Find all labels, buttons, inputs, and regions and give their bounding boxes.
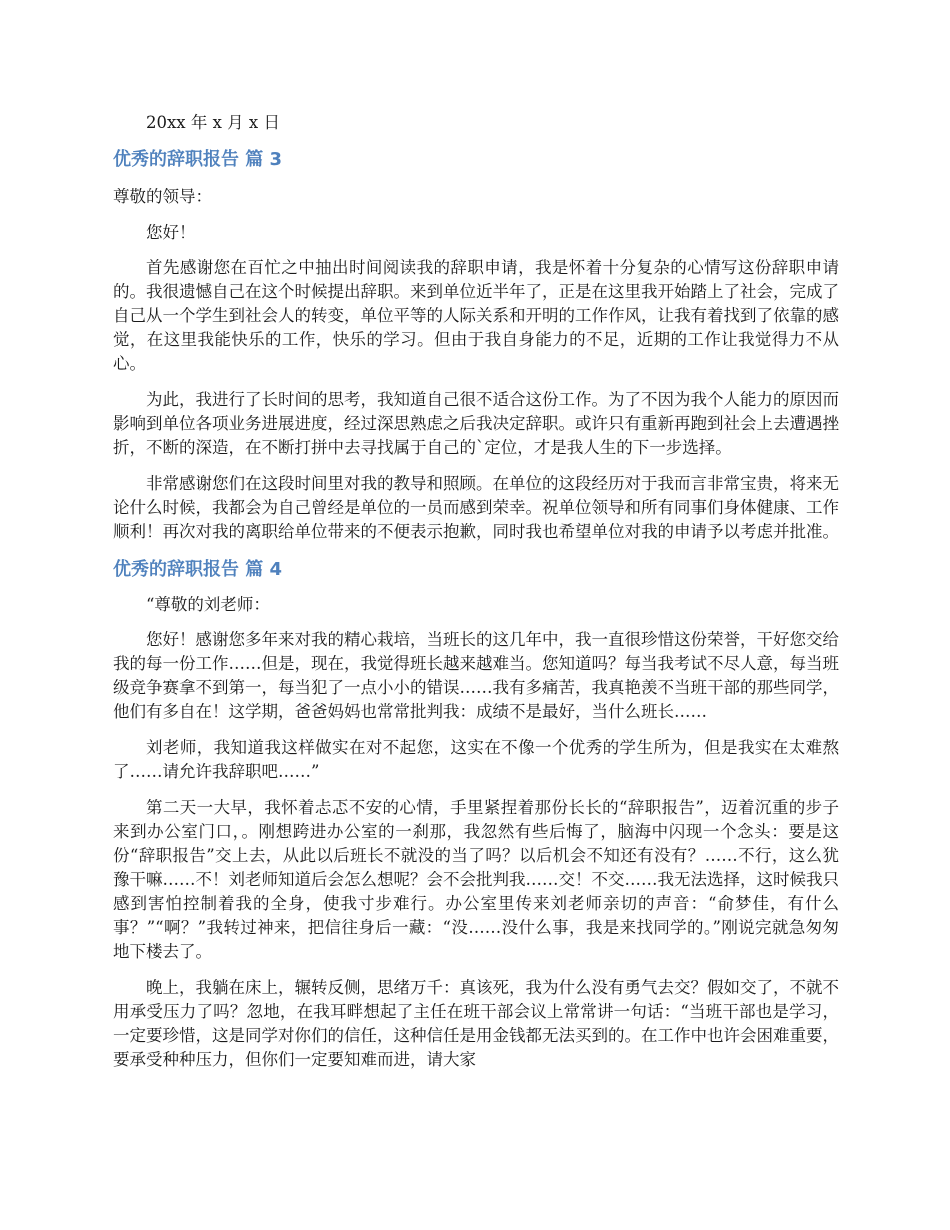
section-4-paragraph: 晚上，我躺在床上，辗转反侧，思绪万千：真该死，我为什么没有勇气去交？假如交了，不就不用承受压力了吗？忽地，在我耳畔想起了主任在班干部会议上常常讲一句话：“当班干部也是学习，一定要珍惜，这是同学对你们的信任，这种信任是用金钱都无法买到的。在工作中也许会困难重要，要承受种种压力，但你们一定要知难而进，请大家 xyxy=(113,978,839,1069)
section-3-heading: 优秀的辞职报告 篇 3 xyxy=(113,149,283,170)
section-4-salutation: “尊敬的刘老师： xyxy=(146,595,270,614)
section-4-heading: 优秀的辞职报告 篇 4 xyxy=(113,559,283,580)
section-3-paragraph: 为此，我进行了长时间的思考，我知道自己很不适合这份工作。为了不因为我个人能力的原因而影响到单位各项业务进展进度，经过深思熟虑之后我决定辞职。或许只有重新再跑到社会上去遭遇挫折，不断的深造，在不断打拼中去寻找属于自己的`定位，才是我人生的下一步选择。 xyxy=(113,390,839,457)
date-line: 20xx 年 x 月 x 日 xyxy=(146,113,280,132)
document-page xyxy=(113,108,839,1072)
section-3-salutation: 尊敬的领导： xyxy=(113,187,212,206)
section-3-paragraph: 非常感谢您们在这段时间里对我的教导和照顾。在单位的这段经历对于我而言非常宝贵，将来无论什么时候，我都会为自己曾经是单位的一员而感到荣幸。祝单位领导和所有同事们身体健康、工作顺利！再次对我的离职给单位带来的不便表示抱歉，同时我也希望单位对我的申请予以考虑并批准。 xyxy=(113,474,839,541)
section-3-paragraph: 首先感谢您在百忙之中抽出时间阅读我的辞职申请，我是怀着十分复杂的心情写这份辞职申请的。我很遗憾自己在这个时候提出辞职。来到单位近半年了，正是在这里我开始踏上了社会，完成了自己从一个学生到社会人的转变，单位平等的人际关系和开明的工作作风，让我有着找到了依靠的感觉，在这里我能快乐的工作，快乐的学习。但由于我自身能力的不足，近期的工作让我觉得力不从心。 xyxy=(113,258,839,373)
section-4-paragraph: 刘老师，我知道我这样做实在对不起您，这实在不像一个优秀的学生所为，但是我实在太难熬了……请允许我辞职吧……” xyxy=(113,738,839,781)
section-4-paragraph: 第二天一大早，我怀着忐忑不安的心情，手里紧捏着那份长长的“辞职报告”，迈着沉重的步子来到办公室门口，。刚想跨进办公室的一刹那，我忽然有些后悔了，脑海中闪现一个念头：要是这份“辞职报告”交上去，从此以后班长不就没的当了吗？以后机会不知还有没有？……不行，这么犹豫干嘛……不！刘老师知道后会怎么想呢？会不会批判我……交！不交……我无法选择，这时候我只感到害怕控制着我的全身，使我寸步难行。办公室里传来刘老师亲切的声音：“俞梦佳，有什么事？”“啊？”我转过神来，把信往身后一藏：“没……没什么事，我是来找同学的。”刚说完就急匆匆地下楼去了。 xyxy=(113,798,839,961)
section-3-greeting: 您好！ xyxy=(146,223,196,242)
section-4-paragraph: 您好！感谢您多年来对我的精心栽培，当班长的这几年中，我一直很珍惜这份荣誉，干好您交给我的每一份工作……但是，现在，我觉得班长越来越难当。您知道吗？每当我考试不尽人意，每当班级竞争赛拿不到第一，每当犯了一点小小的错误……我有多痛苦，我真艳羡不当班干部的那些同学，他们有多自在！这学期，爸爸妈妈也常常批判我：成绩不是最好，当什么班长…… xyxy=(113,630,839,721)
